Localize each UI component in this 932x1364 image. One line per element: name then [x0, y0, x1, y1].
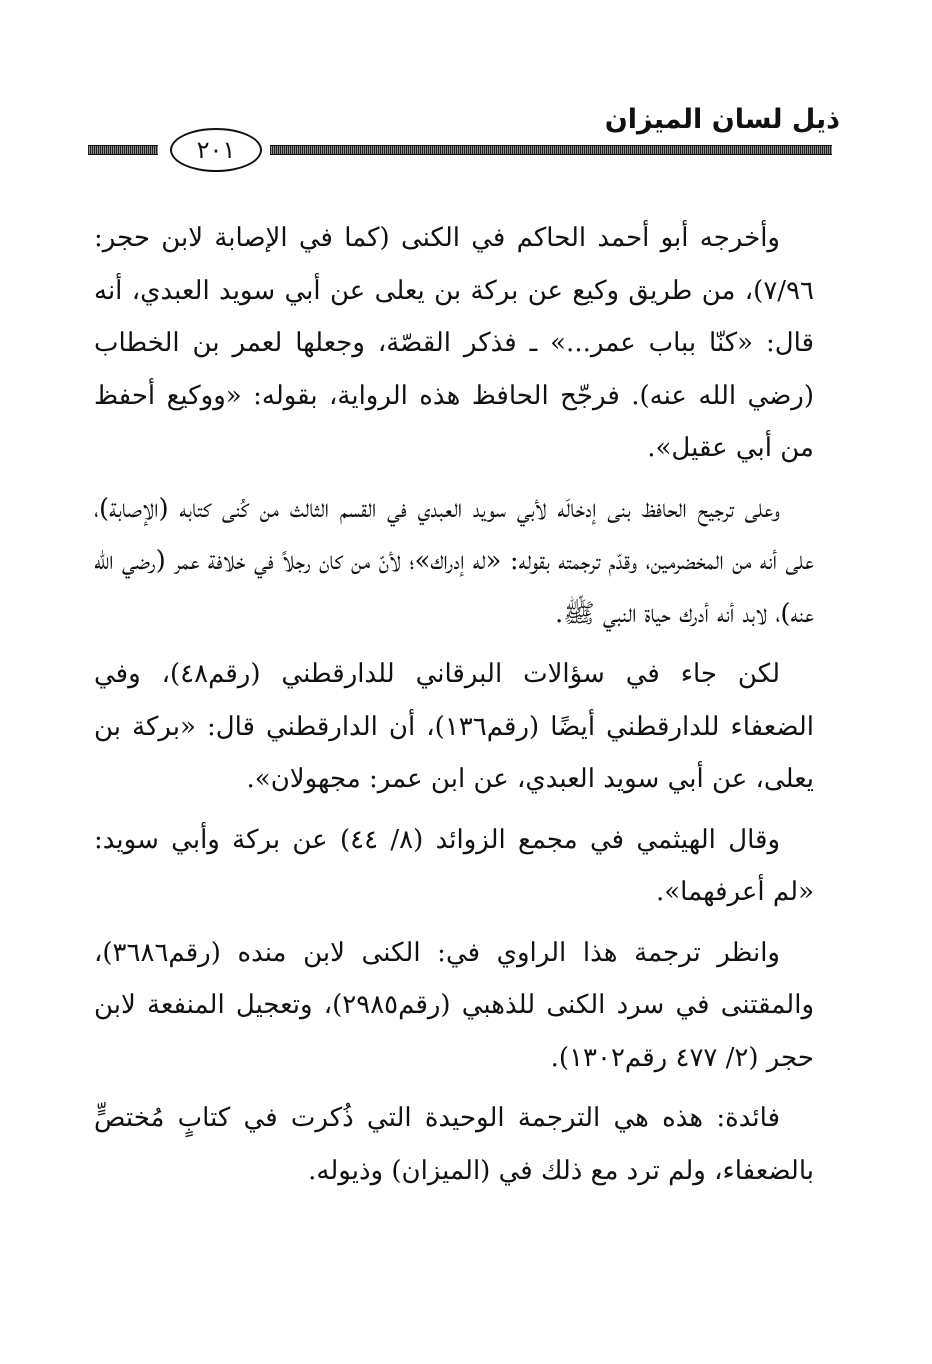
paragraph-2: وعلى ترجيح الحافظ بنى إدخالَه لأبي سويد العبدي في القسم الثالث من كُنى كتابه (الإصابة)، على أنه من المخضرمين، وقدّم ترجمته بقوله: «له إدراك»؛ لأنّ من كان رجلاً في خلافة عمر (رضي الله عنه)، لابد أنه أدرك حياة النبي ﷺ. — [94, 493, 814, 629]
header-rule-left — [88, 145, 158, 155]
paragraph-4: وقال الهيثمي في مجمع الزوائد (٨/ ٤٤) عن بركة وأبي سويد: «لم أعرفهما». — [94, 824, 814, 907]
paragraph-1: وأخرجه أبو أحمد الحاكم في الكنى (كما في الإصابة لابن حجر: ٧/٩٦)، من طريق وكيع عن بركة بن يعلى عن أبي سويد العبدي، أنه قال: «كنّا بباب عمر...» ـ فذكر القصّة، وجعلها لعمر بن الخطاب (رضي الله عنه). فرجّح الحافظ هذه الرواية، بقوله: «ووكيع أحفظ من أبي عقيل». — [94, 223, 814, 463]
paragraph-5: وانظر ترجمة هذا الراوي في: الكنى لابن منده (رقم٣٦٨٦)، والمقتنى في سرد الكنى للذهبي (رقم٢٩٨٥)، وتعجيل المنفعة لابن حجر (٢/ ٤٧٧ رقم١٣٠٢). — [94, 937, 814, 1073]
page-number: ٢٠١ — [170, 128, 262, 172]
body-text — [94, 212, 814, 1197]
running-header-title: ذيل لسان الميزان — [604, 104, 840, 135]
paragraph-3: لكن جاء في سؤالات البرقاني للدارقطني (رقم٤٨)، وفي الضعفاء للدارقطني أيضًا (رقم١٣٦)، أن الدارقطني قال: «بركة بن يعلى، عن أبي سويد العبدي، عن ابن عمر: مجهولان». — [94, 659, 815, 794]
paragraph-6: فائدة: هذه هي الترجمة الوحيدة التي ذُكرت في كتابٍ مُختصٍّ بالضعفاء، ولم ترد مع ذلك في (الميزان) وذيوله. — [94, 1103, 814, 1186]
header-rule-right — [270, 145, 832, 155]
